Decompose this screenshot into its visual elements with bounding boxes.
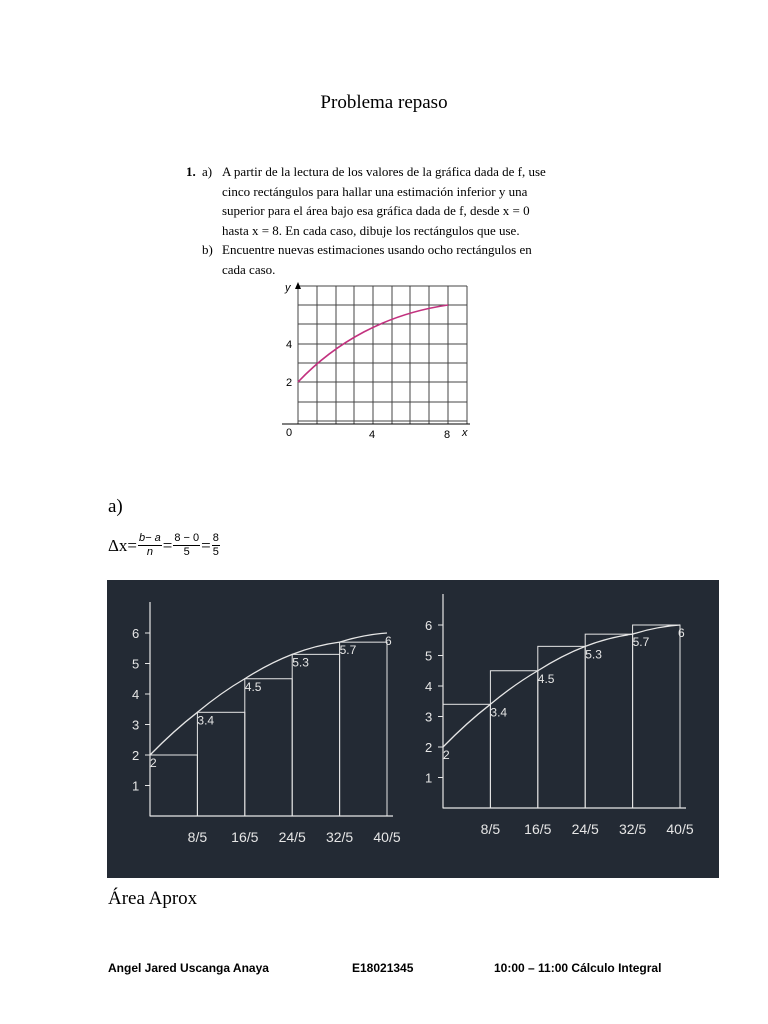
function-graph	[276, 278, 476, 444]
y-tick-label: 5	[425, 648, 433, 664]
part-a-label: a)	[202, 164, 213, 179]
point-value-label: 6	[385, 634, 392, 648]
riemann-rectangle	[490, 671, 537, 808]
fraction-8-over-5	[212, 532, 220, 559]
y-tick-label: 6	[132, 626, 140, 641]
fraction-b-a-over-n	[138, 532, 162, 559]
course-schedule: 10:00 – 11:00 Cálculo Integral	[494, 961, 662, 975]
x-tick-label: 8/5	[480, 821, 501, 837]
area-heading: Área Aprox	[108, 888, 198, 909]
equals-sign: =	[162, 535, 173, 555]
point-value-label: 4.5	[537, 671, 555, 686]
x-tick-label: 16/5	[231, 829, 259, 845]
section-a-heading: a)	[108, 496, 123, 517]
upper-sum-chart	[407, 580, 717, 878]
fraction-denominator: 5	[183, 546, 190, 558]
point-value-label: 6	[678, 626, 685, 640]
y-tick-label: 2	[425, 740, 433, 755]
y-axis-label: y	[285, 282, 291, 294]
y-tick-label: 1	[425, 770, 433, 786]
riemann-rectangle	[443, 704, 490, 808]
x-tick-label: 8	[444, 429, 451, 441]
x-axis-label: x	[462, 427, 468, 439]
point-value-label: 5.7	[632, 635, 650, 650]
part-a-line: superior para el área bajo esa gráfica dada de f, desde x = 0	[222, 203, 530, 218]
x-tick-label: 24/5	[571, 821, 599, 837]
lower-sum-chart	[107, 580, 407, 878]
delta-lhs: Δx=	[108, 535, 138, 555]
riemann-rectangle	[292, 654, 339, 816]
part-a-line: cinco rectángulos para hallar una estimación inferior y una	[222, 183, 528, 199]
y-tick-label: 1	[132, 778, 140, 794]
delta-x-formula	[108, 532, 221, 559]
y-tick-label: 4	[286, 339, 293, 351]
part-b-line: cada caso.	[222, 261, 276, 277]
point-value-label: 5.3	[585, 647, 602, 662]
problem-part-a-row	[186, 162, 586, 182]
fraction-numerator: 8	[212, 532, 219, 544]
equals-sign: =	[201, 535, 211, 555]
y-tick-label: 2	[132, 748, 140, 763]
point-value-label: 5.3	[292, 655, 309, 670]
point-value-label: 3.4	[490, 705, 508, 720]
y-tick-label: 4	[132, 687, 140, 702]
y-tick-label: 2	[286, 377, 293, 389]
page-title: Problema repaso	[320, 92, 448, 113]
point-value-label: 5.7	[339, 643, 357, 658]
problem-number: 1.	[186, 164, 196, 179]
author-name: Angel Jared Uscanga Anaya	[108, 961, 269, 975]
x-tick-label: 40/5	[373, 829, 401, 845]
y-tick-label: 4	[425, 679, 433, 694]
part-b-label: b)	[202, 242, 213, 257]
y-tick-label: 5	[132, 656, 140, 672]
point-value-label: 4.5	[244, 679, 262, 694]
y-tick-label: 3	[132, 717, 140, 733]
problem-statement	[186, 162, 586, 279]
origin-label: 0	[286, 427, 293, 439]
fraction-8-0-over-5	[173, 532, 200, 559]
riemann-rectangle	[538, 646, 585, 808]
fraction-denominator: n	[146, 546, 153, 558]
point-value-label: 2	[150, 756, 157, 770]
point-value-label: 2	[443, 748, 450, 762]
x-tick-label: 32/5	[618, 821, 647, 837]
x-tick-label: 8/5	[187, 829, 208, 845]
riemann-rectangle	[245, 679, 292, 816]
riemann-rectangle	[633, 625, 680, 808]
student-id: E18021345	[352, 961, 414, 975]
point-value-label: 3.4	[197, 713, 215, 728]
fraction-denominator: 5	[212, 546, 219, 558]
part-a-line: A partir de la lectura de los valores de la gráfica dada de f, use	[222, 164, 546, 179]
x-tick-label: 40/5	[666, 821, 694, 837]
riemann-rectangle	[340, 642, 387, 816]
x-tick-label: 24/5	[278, 829, 306, 845]
part-a-line: hasta x = 8. En cada caso, dibuje los rectángulos que use.	[222, 222, 520, 238]
x-tick-label: 4	[369, 429, 376, 441]
riemann-rectangle	[150, 755, 197, 816]
fraction-numerator: b− a	[139, 532, 161, 544]
x-tick-label: 32/5	[325, 829, 354, 845]
riemann-rectangle	[197, 712, 244, 816]
riemann-charts-panel	[107, 580, 719, 878]
y-tick-label: 3	[425, 709, 433, 725]
problem-part-b-row	[186, 240, 586, 260]
y-tick-label: 6	[425, 618, 433, 633]
part-b-line: Encuentre nuevas estimaciones usando ocho rectángulos en	[222, 242, 532, 257]
x-tick-label: 16/5	[524, 821, 552, 837]
fraction-numerator: 8 − 0	[174, 532, 200, 544]
